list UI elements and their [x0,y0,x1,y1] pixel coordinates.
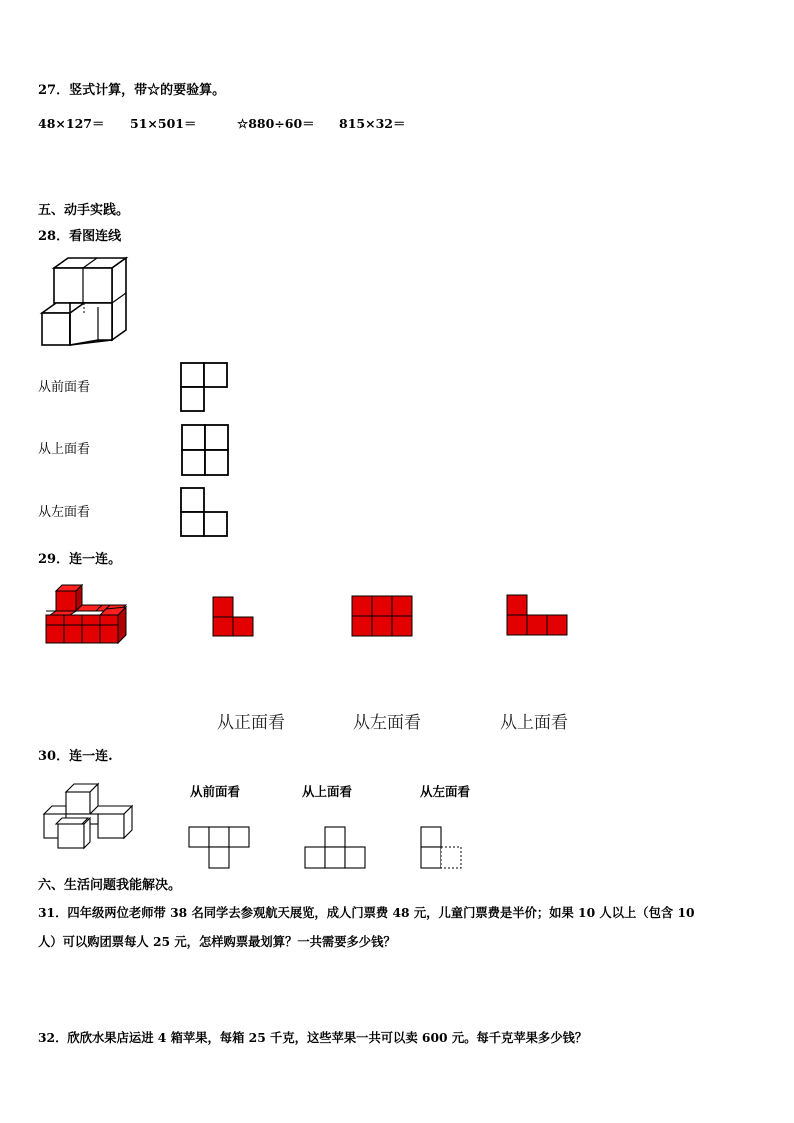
q28-view-front-label: 从前面看 [38,380,91,395]
q28-solid-figure [38,255,138,347]
q29-view-shape-1 [212,596,256,638]
q29-title: 29．连一连。 [38,552,122,567]
q30-label-left: 从左面看 [420,784,471,799]
q30-view-shape-3 [420,826,466,870]
q29-red-solid [44,585,128,645]
q32-text: 32．欣欣水果店运进 4 箱苹果，每箱 25 千克，这些苹果一共可以卖 600 元。每千克苹果多少钱？ [38,1030,588,1045]
q29-label-front: 从正面看 [217,713,285,733]
q28-view-shape-3 [180,487,230,539]
q30-view-shape-1 [188,826,252,870]
q27-item-4: 815×32＝ [339,116,406,131]
q28-view-left-label: 从左面看 [38,505,91,520]
q30-label-top: 从上面看 [302,784,353,799]
q30-view-shape-2 [304,826,368,870]
q28-view-top-label: 从上面看 [38,442,91,457]
q27-title: 27．竖式计算，带☆的要验算。 [38,83,226,98]
q30-title: 30．连一连. [38,749,113,764]
q27-item-2: 51×501＝ [130,116,197,131]
q28-view-shape-2 [180,424,232,478]
q29-view-shape-2 [351,595,413,637]
q29-label-top: 从上面看 [500,713,568,733]
q31-line-2: 人）可以购团票每人 25 元，怎样购票最划算？一共需要多少钱？ [38,934,396,949]
q27-item-1: 48×127＝ [38,116,105,131]
section6-title: 六、生活问题我能解决。 [38,878,182,893]
q27-item-3: ☆880÷60＝ [237,116,315,131]
q28-title: 28．看图连线 [38,229,122,244]
q31-line-1: 31．四年级两位老师带 38 名同学去参观航天展览，成人门票费 48 元，儿童门票费是半价；如果 10 人以上（包含 10 [38,905,695,920]
q29-label-left: 从左面看 [353,713,421,733]
q29-view-shape-3 [506,594,568,636]
q30-solid-figure [42,782,138,852]
section5-title: 五、动手实践。 [38,203,130,218]
q30-label-front: 从前面看 [190,784,241,799]
q28-view-shape-1 [180,362,230,414]
